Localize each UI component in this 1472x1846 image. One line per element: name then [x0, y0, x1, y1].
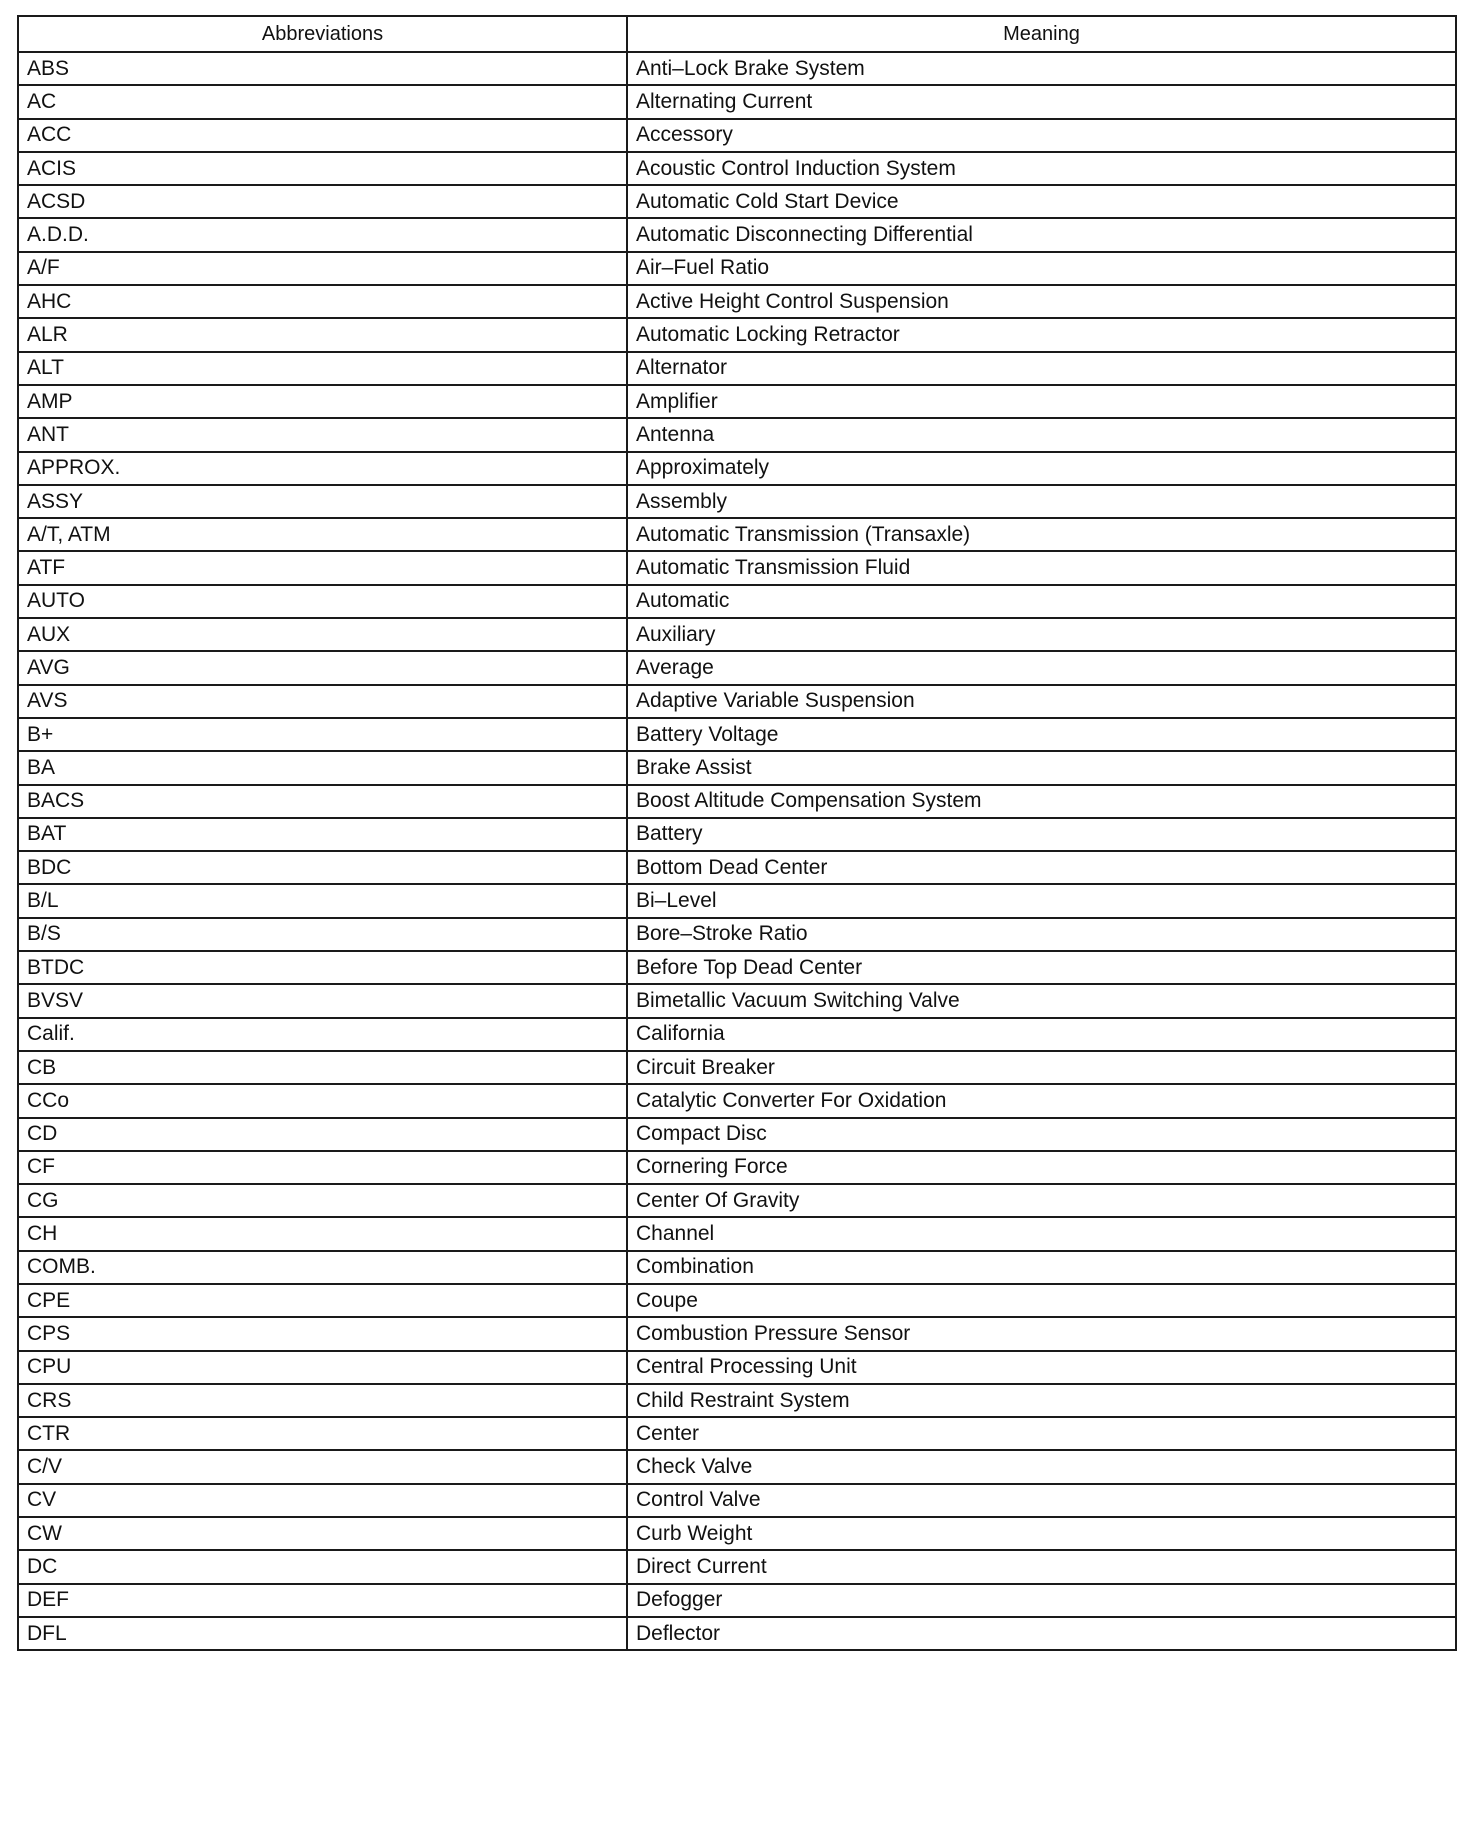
meaning-cell: Approximately: [627, 452, 1456, 485]
table-row: [18, 818, 1456, 851]
abbreviation-cell: AVS: [18, 685, 627, 718]
table-row: [18, 1617, 1456, 1650]
table-row: [18, 984, 1456, 1017]
abbreviation-cell: BA: [18, 751, 627, 784]
abbreviation-cell: AMP: [18, 385, 627, 418]
table-row: [18, 1550, 1456, 1583]
table-row: [18, 651, 1456, 684]
table-row: [18, 1351, 1456, 1384]
meaning-cell: Center: [627, 1417, 1456, 1450]
abbreviation-cell: CTR: [18, 1417, 627, 1450]
table-row: [18, 1517, 1456, 1550]
table-row: [18, 1384, 1456, 1417]
meaning-cell: Check Valve: [627, 1450, 1456, 1483]
table-row: [18, 1051, 1456, 1084]
abbreviation-cell: B+: [18, 718, 627, 751]
abbreviation-cell: CPS: [18, 1317, 627, 1350]
table-row: [18, 1184, 1456, 1217]
meaning-cell: Amplifier: [627, 385, 1456, 418]
meaning-cell: Child Restraint System: [627, 1384, 1456, 1417]
abbreviation-cell: DEF: [18, 1584, 627, 1617]
abbreviation-cell: ACSD: [18, 185, 627, 218]
abbreviation-cell: CRS: [18, 1384, 627, 1417]
meaning-cell: Automatic: [627, 585, 1456, 618]
table-row: [18, 252, 1456, 285]
column-header-abbreviations: Abbreviations: [18, 16, 627, 52]
table-row: [18, 452, 1456, 485]
abbreviation-cell: CH: [18, 1217, 627, 1250]
table-row: [18, 685, 1456, 718]
abbreviation-cell: ACC: [18, 119, 627, 152]
meaning-cell: Direct Current: [627, 1550, 1456, 1583]
meaning-cell: Assembly: [627, 485, 1456, 518]
table-row: [18, 551, 1456, 584]
meaning-cell: Bore–Stroke Ratio: [627, 918, 1456, 951]
meaning-cell: Boost Altitude Compensation System: [627, 785, 1456, 818]
meaning-cell: Automatic Disconnecting Differential: [627, 218, 1456, 251]
table-row: [18, 85, 1456, 118]
abbreviation-cell: CPU: [18, 1351, 627, 1384]
abbreviation-cell: CCo: [18, 1084, 627, 1117]
table-row: [18, 1018, 1456, 1051]
table-row: [18, 918, 1456, 951]
abbreviation-cell: AC: [18, 85, 627, 118]
meaning-cell: Acoustic Control Induction System: [627, 152, 1456, 185]
meaning-cell: Bimetallic Vacuum Switching Valve: [627, 984, 1456, 1017]
meaning-cell: Accessory: [627, 119, 1456, 152]
abbreviation-cell: CF: [18, 1151, 627, 1184]
table-row: [18, 485, 1456, 518]
table-header-row: [18, 16, 1456, 52]
abbreviation-cell: B/L: [18, 884, 627, 917]
table-row: [18, 518, 1456, 551]
abbreviation-cell: CD: [18, 1118, 627, 1151]
meaning-cell: Combination: [627, 1251, 1456, 1284]
abbreviation-cell: BAT: [18, 818, 627, 851]
abbreviation-cell: ASSY: [18, 485, 627, 518]
meaning-cell: Defogger: [627, 1584, 1456, 1617]
meaning-cell: Cornering Force: [627, 1151, 1456, 1184]
meaning-cell: Air–Fuel Ratio: [627, 252, 1456, 285]
meaning-cell: Compact Disc: [627, 1118, 1456, 1151]
abbreviation-cell: DFL: [18, 1617, 627, 1650]
meaning-cell: Automatic Cold Start Device: [627, 185, 1456, 218]
table-row: [18, 1118, 1456, 1151]
abbreviation-cell: CW: [18, 1517, 627, 1550]
abbreviation-cell: ABS: [18, 52, 627, 85]
abbreviation-cell: ANT: [18, 418, 627, 451]
abbreviation-cell: BTDC: [18, 951, 627, 984]
abbreviation-cell: A.D.D.: [18, 218, 627, 251]
table-row: [18, 851, 1456, 884]
abbreviation-cell: CPE: [18, 1284, 627, 1317]
table-row: [18, 1317, 1456, 1350]
meaning-cell: Active Height Control Suspension: [627, 285, 1456, 318]
table-row: [18, 1251, 1456, 1284]
table-row: [18, 951, 1456, 984]
table-row: [18, 1151, 1456, 1184]
meaning-cell: Anti–Lock Brake System: [627, 52, 1456, 85]
table-row: [18, 718, 1456, 751]
abbreviation-cell: A/F: [18, 252, 627, 285]
table-row: [18, 1584, 1456, 1617]
abbreviation-cell: ATF: [18, 551, 627, 584]
table-body: [18, 52, 1456, 1650]
meaning-cell: Alternator: [627, 352, 1456, 385]
abbreviation-cell: AHC: [18, 285, 627, 318]
table-row: [18, 585, 1456, 618]
table-row: [18, 218, 1456, 251]
meaning-cell: Control Valve: [627, 1484, 1456, 1517]
meaning-cell: Deflector: [627, 1617, 1456, 1650]
meaning-cell: Battery: [627, 818, 1456, 851]
abbreviation-cell: Calif.: [18, 1018, 627, 1051]
meaning-cell: Central Processing Unit: [627, 1351, 1456, 1384]
abbreviation-cell: BACS: [18, 785, 627, 818]
meaning-cell: Bottom Dead Center: [627, 851, 1456, 884]
abbreviation-cell: C/V: [18, 1450, 627, 1483]
meaning-cell: Adaptive Variable Suspension: [627, 685, 1456, 718]
abbreviation-cell: CB: [18, 1051, 627, 1084]
table-row: [18, 185, 1456, 218]
meaning-cell: Automatic Locking Retractor: [627, 318, 1456, 351]
table-row: [18, 618, 1456, 651]
abbreviation-cell: CG: [18, 1184, 627, 1217]
meaning-cell: Antenna: [627, 418, 1456, 451]
meaning-cell: Alternating Current: [627, 85, 1456, 118]
meaning-cell: Battery Voltage: [627, 718, 1456, 751]
table-row: [18, 1450, 1456, 1483]
abbreviation-cell: COMB.: [18, 1251, 627, 1284]
abbreviation-cell: ALT: [18, 352, 627, 385]
abbreviation-cell: DC: [18, 1550, 627, 1583]
meaning-cell: Curb Weight: [627, 1517, 1456, 1550]
table-row: [18, 884, 1456, 917]
meaning-cell: Average: [627, 651, 1456, 684]
table-row: [18, 1484, 1456, 1517]
meaning-cell: Circuit Breaker: [627, 1051, 1456, 1084]
abbreviation-cell: B/S: [18, 918, 627, 951]
table-row: [18, 318, 1456, 351]
abbreviation-cell: BVSV: [18, 984, 627, 1017]
abbreviations-table: [17, 15, 1457, 1651]
meaning-cell: California: [627, 1018, 1456, 1051]
table-row: [18, 352, 1456, 385]
meaning-cell: Combustion Pressure Sensor: [627, 1317, 1456, 1350]
meaning-cell: Brake Assist: [627, 751, 1456, 784]
meaning-cell: Auxiliary: [627, 618, 1456, 651]
abbreviation-cell: BDC: [18, 851, 627, 884]
meaning-cell: Before Top Dead Center: [627, 951, 1456, 984]
abbreviation-cell: AUX: [18, 618, 627, 651]
table-row: [18, 152, 1456, 185]
table-row: [18, 119, 1456, 152]
table-row: [18, 1417, 1456, 1450]
abbreviation-cell: CV: [18, 1484, 627, 1517]
abbreviation-cell: APPROX.: [18, 452, 627, 485]
meaning-cell: Automatic Transmission (Transaxle): [627, 518, 1456, 551]
table-row: [18, 385, 1456, 418]
table-row: [18, 52, 1456, 85]
meaning-cell: Bi–Level: [627, 884, 1456, 917]
abbreviation-cell: A/T, ATM: [18, 518, 627, 551]
table-row: [18, 751, 1456, 784]
abbreviation-cell: AUTO: [18, 585, 627, 618]
meaning-cell: Catalytic Converter For Oxidation: [627, 1084, 1456, 1117]
meaning-cell: Center Of Gravity: [627, 1184, 1456, 1217]
table-row: [18, 1284, 1456, 1317]
table-row: [18, 1084, 1456, 1117]
table-row: [18, 285, 1456, 318]
abbreviation-cell: ALR: [18, 318, 627, 351]
column-header-meaning: Meaning: [627, 16, 1456, 52]
table-row: [18, 785, 1456, 818]
meaning-cell: Automatic Transmission Fluid: [627, 551, 1456, 584]
abbreviation-cell: ACIS: [18, 152, 627, 185]
abbreviation-cell: AVG: [18, 651, 627, 684]
meaning-cell: Channel: [627, 1217, 1456, 1250]
table-row: [18, 1217, 1456, 1250]
table-row: [18, 418, 1456, 451]
meaning-cell: Coupe: [627, 1284, 1456, 1317]
